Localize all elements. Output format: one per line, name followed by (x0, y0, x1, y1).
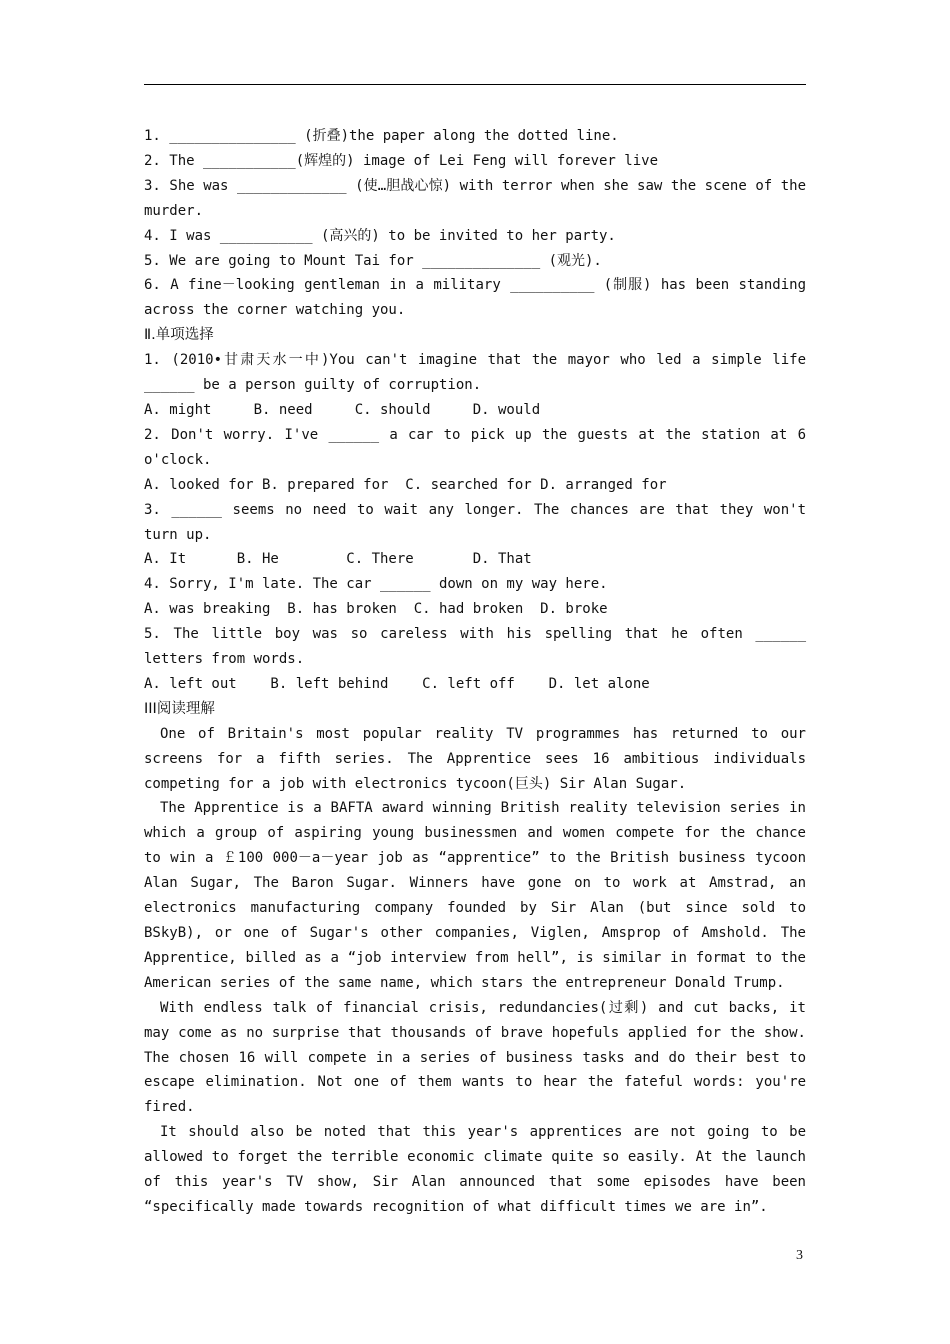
reading-paragraph-3: With endless talk of financial crisis, redundancies(过剩) and cut backs, it may come as no surprise that thousands of brave hopefuls applied for the show. The chosen 16 will compete in a series of business tasks and do their best to escape elimination. Not one of them wants to hear the fateful words: you're fired. (144, 999, 806, 1116)
vocab-item-3: 3. She was _____________ (使…胆战心惊) with terror when she saw the scene of the murder. (144, 177, 806, 219)
question-stem-5: 5. The little boy was so careless with his spelling that he often ______ letters from words. (144, 626, 806, 668)
reading-paragraph-1: One of Britain's most popular reality TV programmes has returned to our screens for a fifth series. The Apprentice sees 16 ambitious individuals competing for a job with electronics tycoon(巨头) Sir Alan Sugar. (144, 725, 806, 792)
section-heading-reading: III阅读理解 (144, 700, 215, 717)
question-stem-2: 2. Don't worry. I've ______ a car to pick up the guests at the station at 6 o'clock. (144, 426, 806, 468)
question-options-1: A. might B. need C. should D. would (144, 401, 541, 418)
page-number: 3 (796, 1248, 803, 1263)
section-heading-multiple-choice: Ⅱ.单项选择 (144, 327, 214, 344)
page-content (144, 124, 806, 1220)
question-options-4: A. was breaking B. has broken C. had broken D. broke (144, 601, 608, 618)
vocab-item-2: 2. The ___________(辉煌的) image of Lei Feng will forever live (144, 152, 659, 169)
vocab-item-1: 1. _______________ (折叠)the paper along the dotted line. (144, 128, 619, 144)
reading-paragraph-4: It should also be noted that this year's apprentices are not going to be allowed to forget the terrible economic climate quite so easily. At the launch of this year's TV show, Sir Alan announced that some episodes have been “specifically made towards recognition of what difficult times we are in”. (144, 1124, 806, 1215)
question-stem-1: 1. (2010•甘肃天水一中)You can't imagine that the mayor who led a simple life ______ be a person guilty of corruption. (144, 352, 806, 394)
question-options-5: A. left out B. left behind C. left off D. let alone (144, 675, 650, 692)
question-stem-4: 4. Sorry, I'm late. The car ______ down on my way here. (144, 576, 608, 593)
vocab-item-5: 5. We are going to Mount Tai for ______________ (观光). (144, 252, 602, 269)
question-stem-3: 3. ______ seems no need to wait any longer. The chances are that they won't turn up. (144, 501, 806, 543)
reading-paragraph-2: The Apprentice is a BAFTA award winning British reality television series in which a group of aspiring young businessmen and women compete for the chance to win a ￡100 000－a－year job as “apprentice” to the British business tycoon Alan Sugar, The Baron Sugar. Winners have gone on to work at Amstrad, an electronics manufacturing company founded by Sir Alan (but since sold to BSkyB), or one of Sugar's other companies, Viglen, Amsprop of Amshold. The Apprentice, billed as a “job interview from hell”, is similar in format to the American series of the same name, which stars the entrepreneur Donald Trump. (144, 800, 806, 991)
question-options-2: A. looked for B. prepared for C. searched for D. arranged for (144, 476, 667, 493)
question-options-3: A. It B. He C. There D. That (144, 551, 532, 568)
vocab-item-6: 6. A fine－looking gentleman in a military __________ (制服) has been standing across the corner watching you. (144, 277, 806, 319)
header-rule (144, 84, 806, 85)
vocab-item-4: 4. I was ___________ (高兴的) to be invited to her party. (144, 227, 616, 244)
